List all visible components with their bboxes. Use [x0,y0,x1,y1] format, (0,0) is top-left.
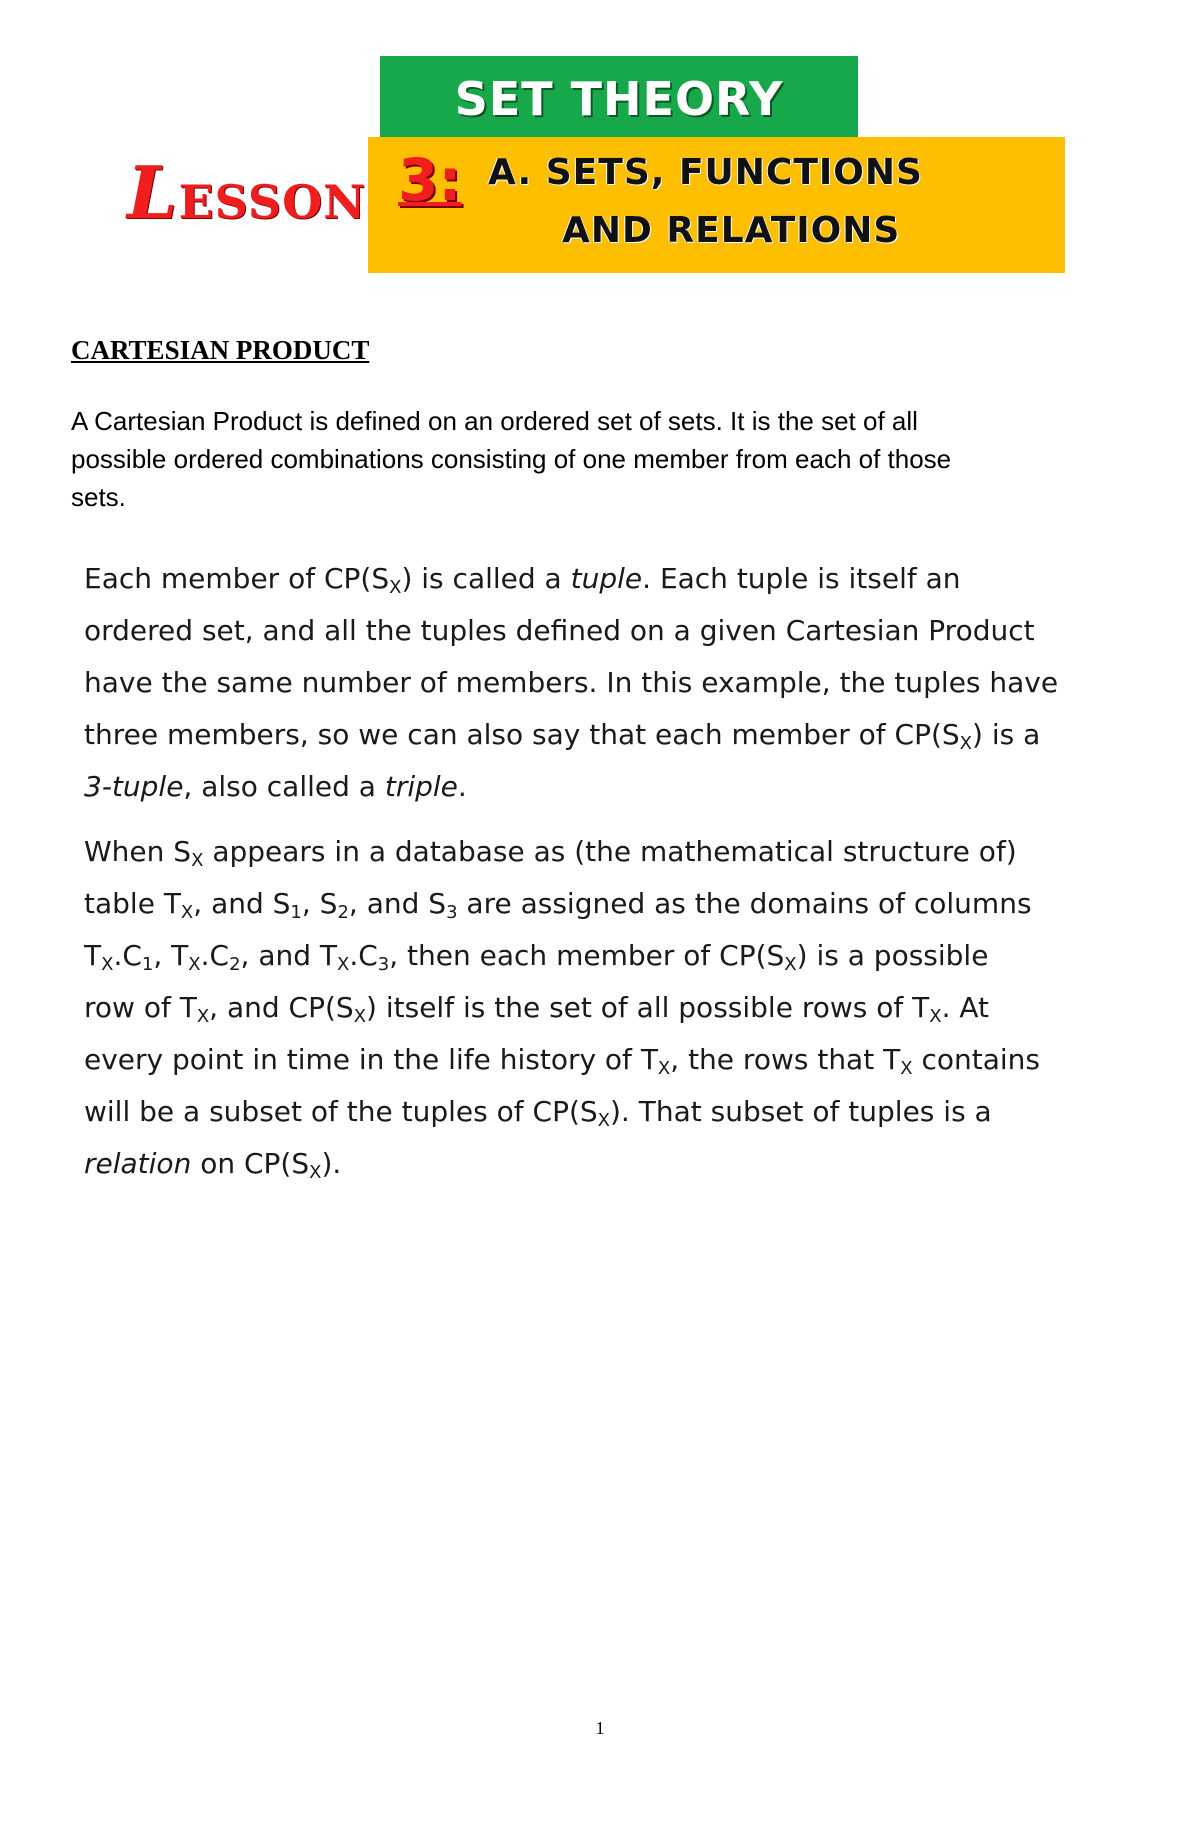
paragraph-line [84,930,1124,982]
subscript: X [784,954,797,975]
text-run: , and CP(S [209,991,354,1024]
lesson-initial: L [127,150,179,235]
paragraph-line [84,826,1124,878]
text-run: . [457,770,467,803]
text-run: ). [321,1147,342,1180]
subscript: 1 [290,902,302,923]
subscript: X [309,1162,322,1183]
section-heading: CARTESIAN PRODUCT [71,335,370,365]
paragraph-line [84,1138,1124,1190]
text-run: . At [941,991,990,1024]
subscript: X [337,954,350,975]
paragraph-line [84,982,1124,1034]
term-triple: triple [384,770,458,803]
subscript: X [353,1006,367,1027]
subscript: X [389,577,402,598]
text-run: , S [301,887,338,920]
text-run: , the rows that T [670,1043,901,1076]
subscript: 1 [141,954,154,975]
text-run: row of T [84,991,197,1024]
intro-line: possible ordered combinations consisting of one member from each of those [71,444,952,474]
text-run: , then each member of CP(S [389,939,785,972]
subscript: 3 [446,902,458,923]
intro-paragraph [71,402,1081,516]
subscript: 3 [377,954,390,975]
text-run: .C [349,939,378,972]
subscript: X [597,1110,610,1131]
subscript: X [188,954,201,975]
paragraph-line [84,1034,1124,1086]
text-run: When S [84,835,192,868]
paragraph-line [84,1086,1124,1138]
page-number: 1 [595,1718,605,1738]
text-run: contains [912,1043,1040,1076]
term-relation: relation [84,1147,192,1180]
lesson-subtitle-line1: A. SETS, FUNCTIONS [488,152,923,193]
text-run: .C [200,939,230,972]
text-run: on CP(S [191,1147,310,1180]
tuple-paragraph [84,553,1124,813]
text-run: T [84,939,102,972]
subscript: X [959,733,973,754]
text-run: are assigned as the domains of columns [457,887,1032,920]
lesson-rest: ESSON [178,175,367,229]
lesson-subtitle-line2: AND RELATIONS [562,210,901,251]
paragraph-line: ordered set, and all the tuples defined on a given Cartesian Product [84,614,1035,647]
relation-paragraph [84,826,1124,1190]
subscript: 2 [229,954,241,975]
subscript: X [180,902,194,923]
paragraph-line: have the same number of members. In this example, the tuples have [84,666,1059,699]
subscript: X [929,1006,942,1027]
text-run: every point in time in the life history of T [84,1043,658,1076]
text-run: , T [153,939,189,972]
intro-line: sets. [71,482,126,512]
subscript: X [900,1058,913,1079]
banner-title: SET THEORY [454,71,784,126]
text-run: three members, so we can also say that each member of CP(S [84,718,960,751]
term-tuple: tuple [570,562,643,595]
text-run: ) is a possible [796,939,989,972]
text-run: ) is called a [401,562,571,595]
subscript: 2 [337,902,349,923]
text-run: , and S [348,887,447,920]
subscript: X [191,850,204,871]
text-run: , and S [193,887,291,920]
lesson-number: 3: [398,146,462,214]
subscript: X [196,1006,210,1027]
text-run: . Each tuple is itself an [642,562,961,595]
text-run: ) itself is the set of all possible rows of T [366,991,930,1024]
intro-line: A Cartesian Product is defined on an ordered set of sets. It is the set of all [71,406,918,436]
text-run: , and T [240,939,337,972]
paragraph-line [84,761,1124,813]
subscript: X [657,1058,671,1079]
text-run: will be a subset of the tuples of CP(S [84,1095,598,1128]
paragraph-line [84,878,1124,930]
text-run: appears in a database as (the mathematical structure of) [203,835,1017,868]
text-run: ). That subset of tuples is a [610,1095,992,1128]
text-run: .C [113,939,142,972]
text-run: , also called a [183,770,385,803]
paragraph-line [84,553,1124,605]
set-theory-banner [380,56,858,141]
text-run: ) is a [972,718,1041,751]
text-run: table T [84,887,181,920]
term-3-tuple: 3-tuple [84,770,184,803]
lesson-word [127,150,366,235]
subscript: X [101,954,114,975]
paragraph-line [84,709,1124,761]
text-run: Each member of CP(S [84,562,390,595]
